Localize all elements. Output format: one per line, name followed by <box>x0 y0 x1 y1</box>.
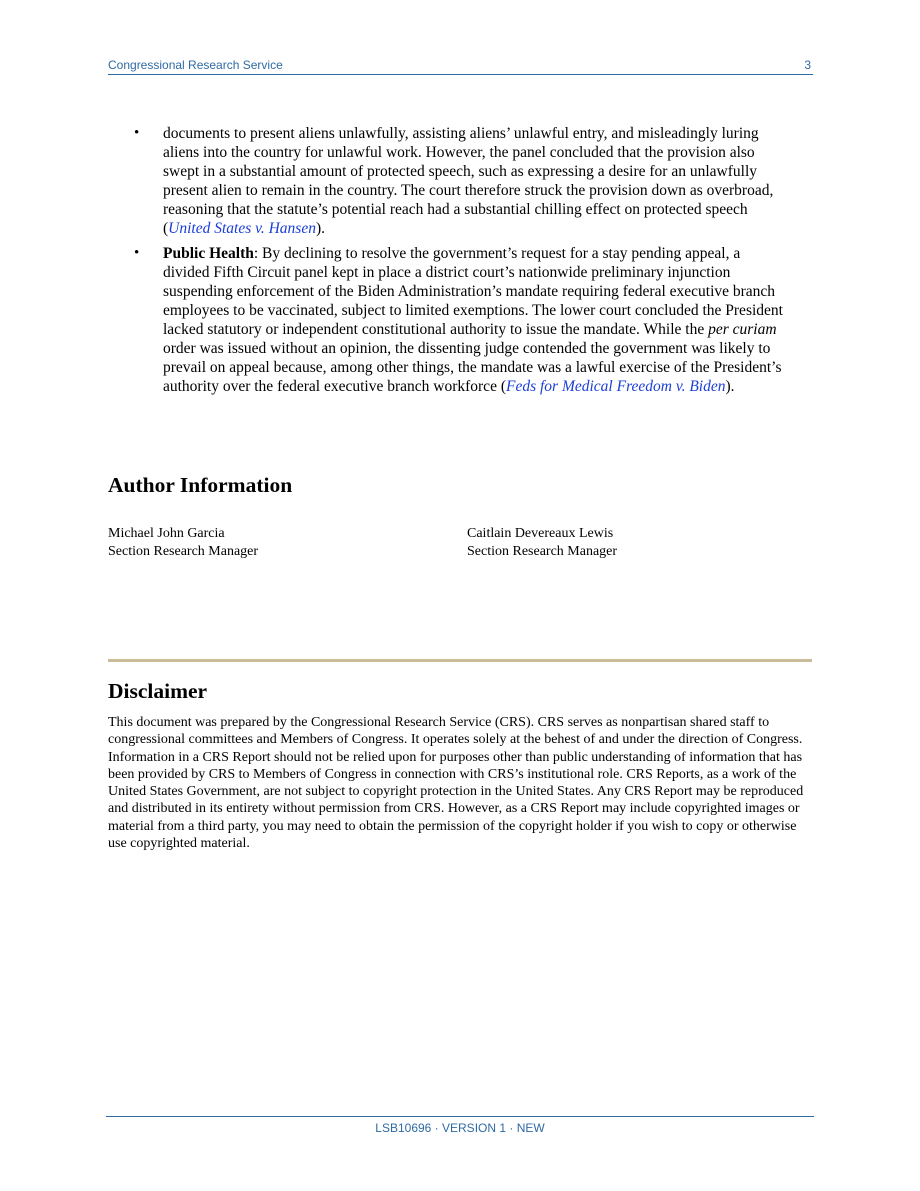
header-organization: Congressional Research Service <box>108 58 283 72</box>
author-block <box>108 525 258 561</box>
disclaimer-heading: Disclaimer <box>108 679 208 703</box>
bullet-text-end: ). <box>315 220 326 237</box>
bullet-text: documents to present aliens unlawfully, assisting aliens’ unlawful entry, and misleadingly luring aliens into the country for unlawful work. However, the panel concluded that the provision also swept in a substantial amount of protected speech, such as expressing a desire for an unlawfully present alien to remain in the country. The court therefore struck the provision down as overbroad, reasoning that the statute’s potential reach had a substantial chilling effect on protected speech ( <box>163 125 774 237</box>
bullet-item-hansen <box>108 124 788 238</box>
bullet-topic: Public Health <box>163 245 254 262</box>
author-name: Michael John Garcia <box>108 526 225 541</box>
bullet-icon: • <box>134 245 140 261</box>
author-title: Section Research Manager <box>108 544 259 559</box>
page-footer <box>106 1116 814 1135</box>
bullet-text: : By declining to resolve the government’s request for a stay pending appeal, a divided Fifth Circuit panel kept in place a district court’s nationwide preliminary injunction suspending enforcement of the Biden Administration’s mandate requiring federal executive branch employees to be vaccinated, subject to limited exemptions. The lower court concluded the President lacked statutory or independent constitutional authority to issue the mandate. While the <box>163 245 783 338</box>
bullet-italic-term: per curiam <box>708 321 777 338</box>
case-bullet-list <box>108 124 788 396</box>
author-name: Caitlain Devereaux Lewis <box>467 526 614 541</box>
document-id: LSB10696 · VERSION 1 · NEW <box>375 1121 545 1135</box>
case-link-hansen[interactable]: United States v. Hansen <box>168 220 316 237</box>
author-block <box>467 525 617 561</box>
bullet-text-end: ). <box>725 378 735 395</box>
disclaimer-text: This document was prepared by the Congressional Research Service (CRS). CRS serves as nonpartisan shared staff to congressional committees and Members of Congress. It operates solely at the behest of and under the direction of Congress. Information in a CRS Report should not be relied upon for purposes other than public understanding of information that has been provided by CRS to Members of Congress in connection with CRS’s institutional role. CRS Reports, as a work of the United States Government, are not subject to copyright protection in the United States. Any CRS Report may be reproduced and distributed in its entirety without permission from CRS. However, as a CRS Report may include copyrighted images or material from a third party, you may need to obtain the permission of the copyright holder if you wish to copy or otherwise use copyrighted material. <box>108 715 804 852</box>
section-divider <box>108 659 812 662</box>
page-header <box>108 58 813 75</box>
bullet-icon: • <box>134 125 140 141</box>
case-link-feds-for-medical-freedom[interactable]: Feds for Medical Freedom v. Biden <box>505 378 726 395</box>
author-information-heading: Author Information <box>108 473 293 497</box>
bullet-item-public-health <box>108 244 788 396</box>
page-number: 3 <box>804 58 811 72</box>
author-title: Section Research Manager <box>467 544 618 559</box>
bullet-text-continued: order was issued without an opinion, the dissenting judge contended the government was likely to prevail on appeal because, among other things, the mandate was a lawful exercise of the President’s authority over the federal executive branch workforce ( <box>163 340 782 395</box>
